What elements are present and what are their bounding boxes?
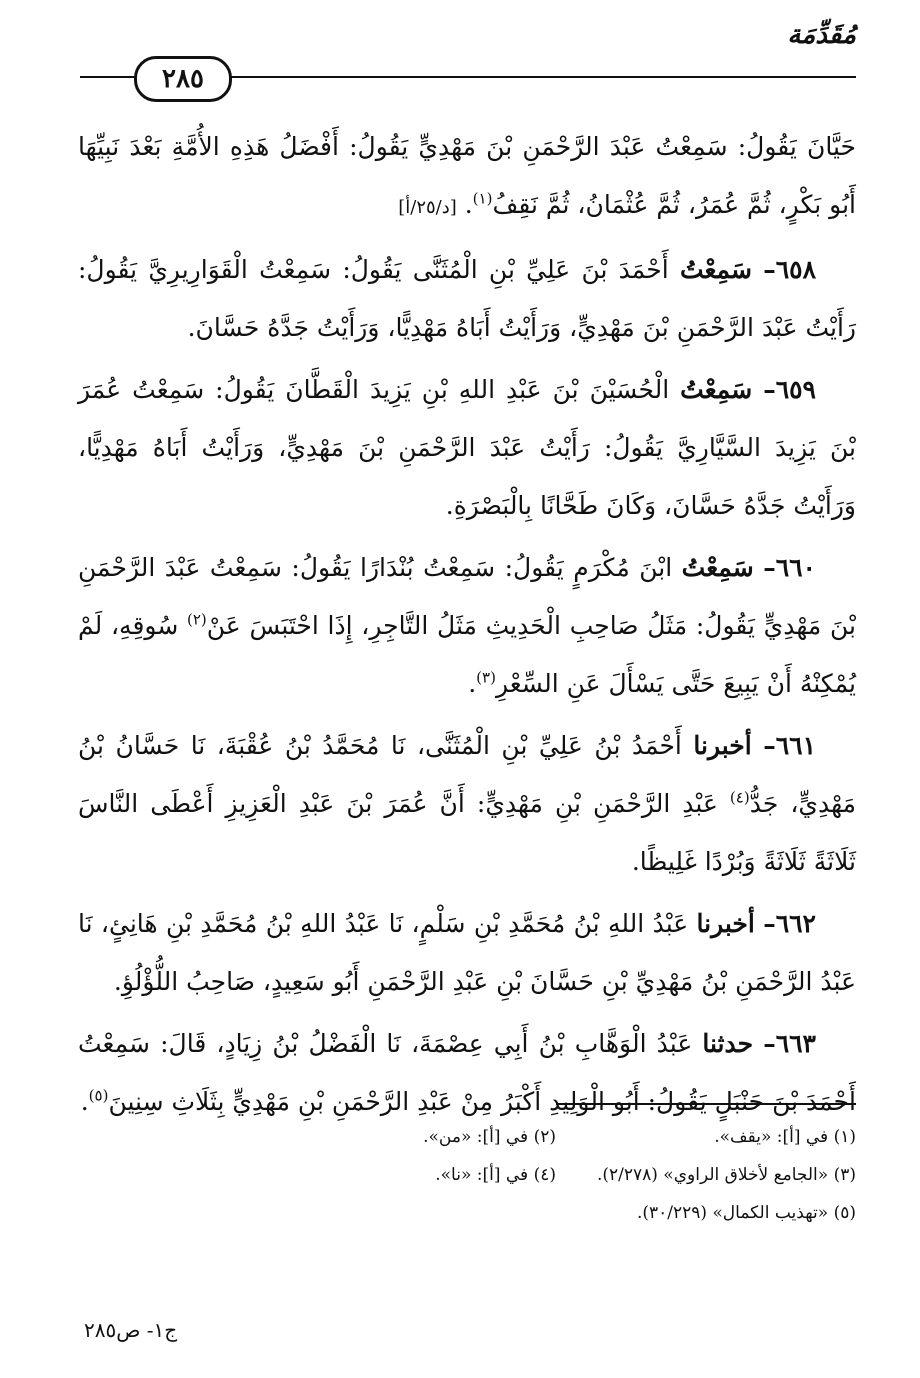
paragraph-text: ابْنَ مُكْرَمٍ يَقُولُ: سَمِعْتُ بُنْدَارًا يَقُولُ: سَمِعْتُ عَبْدَ الرَّحْمَنِ بْنَ مَهْدِيٍّ يَقُولُ: مَثَلُ صَاحِبِ الْحَدِيثِ مَثَلُ التَّاجِرِ، إِذَا احْتَبَسَ عَنْ — [78, 553, 856, 640]
footnote-row — [78, 1194, 856, 1232]
main-text — [78, 118, 856, 1135]
footnote-2: (٢) في [أ]: «من». — [423, 1127, 556, 1147]
page-number: ٢٨٥ — [162, 64, 204, 94]
paragraph-660 — [78, 539, 856, 713]
paragraph-659 — [78, 361, 856, 535]
manuscript-ref: [د/٢٥/أ] — [398, 197, 457, 218]
footnote-ref-5[interactable]: (٥) — [88, 1086, 109, 1105]
paragraph-tail: . — [464, 190, 473, 219]
narration-verb: سَمِعْتُ — [681, 553, 754, 582]
paragraph-text: عَبْدُ اللهِ بْنُ مُحَمَّدِ بْنِ سَلْمٍ، نَا عَبْدُ اللهِ بْنُ مُحَمَّدِ بْنِ هَانِئٍ، نَا عَبْدُ الرَّحْمَنِ بْنُ مَهْدِيِّ بْنِ حَسَّانَ بْنِ عَبْدِ الرَّحْمَنِ أَبُو سَعِيدٍ، صَاحِبُ اللُّؤْلُؤِ. — [78, 909, 856, 996]
hadith-number: ٦٥٨– — [763, 255, 817, 284]
footnote-rule — [556, 1103, 856, 1105]
narration-verb: أخبرنا — [693, 731, 752, 760]
hadith-number: ٦٥٩– — [763, 375, 816, 404]
narration-verb: حدثنا — [702, 1029, 754, 1058]
paragraph-662 — [78, 895, 856, 1011]
paragraph-661 — [78, 717, 856, 891]
paragraph-text: الْحُسَيْنَ بْنَ عَبْدِ اللهِ بْنِ يَزِيدَ الْقَطَّانَ يَقُولُ: سَمِعْتُ عُمَرَ بْنَ يَزِيدَ السَّيَّارِيَّ يَقُولُ: رَأَيْتُ عَبْدَ الرَّحْمَنِ بْنَ مَهْدِيٍّ، وَرَأَيْتُ أَبَاهُ مَهْدِيًّا، وَرَأَيْتُ جَدَّهُ حَسَّانَ، وَكَانَ طَحَّانًا بِالْبَصْرَةِ. — [78, 375, 856, 520]
narration-verb: أخبرنا — [696, 909, 755, 938]
footnotes — [78, 1118, 856, 1232]
paragraph-663 — [78, 1015, 856, 1131]
paragraph-tail-2: . — [468, 669, 477, 698]
paragraph-text: عَبْدُ الْوَهَّابِ بْنُ أَبِي عِصْمَةَ، نَا الْفَضْلُ بْنُ زِيَادٍ، قَالَ: سَمِعْتُ أَحْمَدَ بْنَ حَنْبَلٍ يَقُولُ: أَبُو الْوَلِيدِ أَكْبَرُ مِنْ عَبْدِ الرَّحْمَنِ بْنِ مَهْدِيٍّ بِثَلَاثِ سِنِينَ — [78, 1029, 856, 1116]
footnote-row — [78, 1118, 856, 1156]
paragraph-658 — [78, 241, 856, 357]
page-number-badge — [134, 56, 232, 102]
running-header-title: مُقَدِّمَة — [787, 20, 856, 50]
paragraph-tail: سُوقِهِ، لَمْ يُمْكِنْهُ أَنْ يَبِيعَ حَتَّى يَسْأَلَ عَنِ السِّعْرِ — [78, 611, 856, 698]
footnote-3: (٣) «الجامع لأخلاق الراوي» (٢/٢٧٨). — [596, 1165, 856, 1185]
paragraph-text: أَحْمَدُ بْنُ عَلِيِّ بْنِ الْمُثَنَّى، نَا مُحَمَّدُ بْنُ عُقْبَةَ، نَا حَسَّانُ بْنُ مَهْدِيٍّ، جَدُّ — [78, 731, 856, 818]
footnote-ref-3[interactable]: (٣) — [476, 668, 496, 687]
footnote-4: (٤) في [أ]: «نا». — [435, 1165, 556, 1185]
hadith-number: ٦٦٠– — [763, 553, 816, 582]
paragraph-continuation — [78, 118, 856, 237]
narration-verb: سَمِعْتُ — [680, 375, 753, 404]
footnote-ref-1[interactable]: (١) — [472, 189, 493, 208]
narration-verb: سَمِعْتُ — [679, 255, 752, 284]
hadith-number: ٦٦٣– — [763, 1029, 816, 1058]
paragraph-text: أَحْمَدَ بْنَ عَلِيِّ بْنِ الْمُثَنَّى يَقُولُ: سَمِعْتُ الْقَوَارِيرِيَّ يَقُولُ: رَأَيْتُ عَبْدَ الرَّحْمَنِ بْنَ مَهْدِيٍّ، وَرَأَيْتُ أَبَاهُ مَهْدِيًّا، وَرَأَيْتُ جَدَّهُ حَسَّانَ. — [78, 255, 856, 342]
footnote-5: (٥) «تهذيب الكمال» (٣٠/٢٢٩). — [636, 1203, 856, 1223]
hadith-number: ٦٦١– — [763, 731, 817, 760]
footnote-ref-4[interactable]: (٤) — [729, 788, 750, 807]
hadith-number: ٦٦٢– — [763, 909, 816, 938]
footnote-ref-2[interactable]: (٢) — [187, 610, 207, 629]
paragraph-text: حَيَّانَ يَقُولُ: سَمِعْتُ عَبْدَ الرَّحْمَنِ بْنَ مَهْدِيٍّ يَقُولُ: أَفْضَلُ هَذِهِ الأُمَّةِ بَعْدَ نَبِيِّهَا أَبُو بَكْرٍ، ثُمَّ عُمَرُ، ثُمَّ عُثْمَانُ، ثُمَّ نَقِفُ — [78, 132, 856, 219]
paragraph-tail: عَبْدِ الرَّحْمَنِ بْنِ مَهْدِيٍّ: أَنَّ عُمَرَ بْنَ عَبْدِ الْعَزِيزِ أَعْطَى النَّاسَ ثَلَاثَةً ثَلَاثَةً وَبُرْدًا غَلِيظًا. — [78, 789, 856, 876]
volume-page-ref: ج١- ص٢٨٥ — [84, 1318, 178, 1342]
footnote-row — [78, 1156, 856, 1194]
paragraph-tail: . — [80, 1087, 89, 1116]
footnote-1: (١) في [أ]: «يقف». — [714, 1127, 856, 1147]
